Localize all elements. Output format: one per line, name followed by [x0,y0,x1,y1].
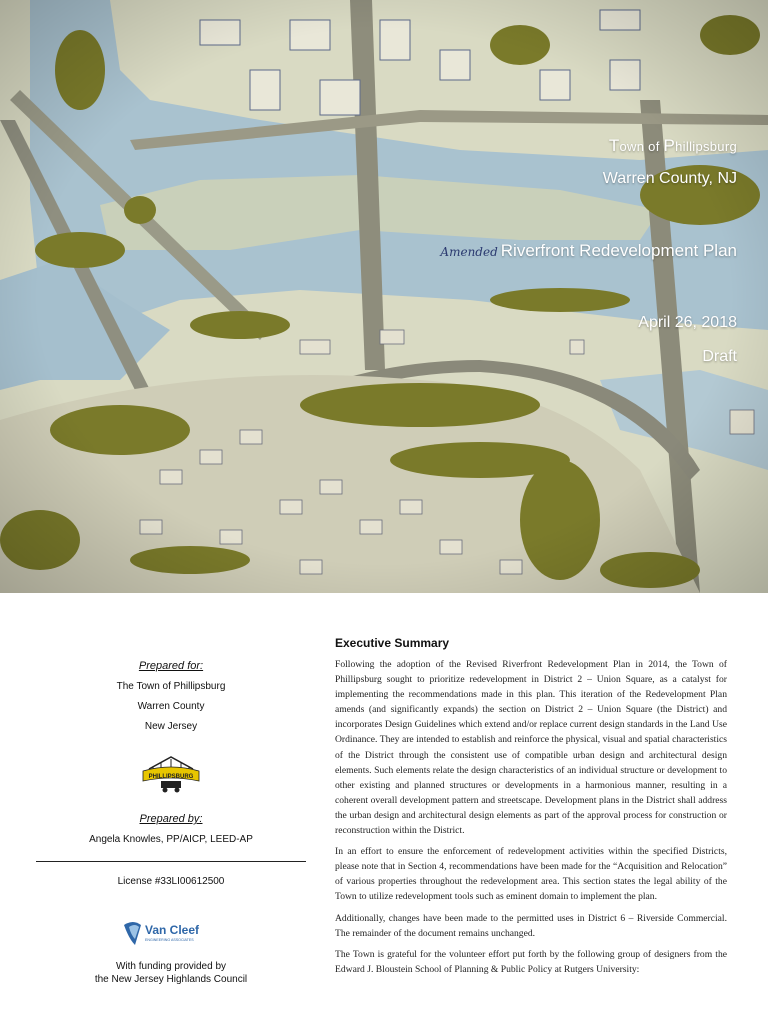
firm-logo [121,919,221,949]
prepared-by-label: Prepared by: [139,813,203,825]
town-word: own of [619,139,664,154]
client-line-1: The Town of Phillipsburg [116,681,226,692]
town-logo-text: PHILLIPSBURG [148,774,194,780]
town-initial-2: P [663,136,676,155]
license-number: License #33LI00612500 [117,876,225,887]
executive-summary [335,636,727,983]
prepared-for-label: Prepared for: [138,660,204,672]
funding-line-1: With funding provided by [115,961,227,972]
town-initial: T [608,136,620,155]
cover-county: Warren County, NJ [602,170,737,187]
town-seal-icon [139,751,203,795]
plan-title-text: Riverfront Redevelopment Plan [500,241,737,260]
author-name: Angela Knowles, PP/AICP, LEED-AP [89,834,253,845]
cover-status: Draft [702,348,737,365]
van-cleef-logo-icon [121,919,221,949]
summary-paragraph-3: Additionally, changes have been made to the permitted uses in District 6 – Riverside Commercial. The remainder of the document remains unchanged. [335,912,727,939]
client-line-3: New Jersey [144,721,198,732]
town-logo [139,751,203,795]
amended-handwriting: Amended [440,245,498,259]
summary-paragraph-4: The Town is grateful for the volunteer effort put forth by the following group of designers from the Edward J. Bloustein School of Planning & Public Policy at Rutgers University: [335,948,727,975]
summary-paragraph-2: In an effort to ensure the enforcement of redevelopment activities within the specified Districts, please note that in Section 4, recommendations have been made for the “Acquisition and Relocation” of various properties throughout the redevelopment area. This section states the legal ability of the Town to utilize redevelopment tools such as eminent domain to implement the plan. [335,846,727,903]
firm-sub-text: ENGINEERING ASSOCIATES [145,938,194,942]
summary-paragraph-1: Following the adoption of the Revised Riverfront Redevelopment Plan in 2014, the Town of Phillipsburg sought to prioritize redevelopment in District 2 – Union Square, as a catalyst for implementing the recommendations made in this plan. This iteration of the Redevelopment Plan amends (and significantly expands) the section on District 2 – Union Square (the District) and incorporates Design Guidelines which extend and/or replace current design standards in the Land Use Ordinance. They are intended to establish and reinforce the physical, visual and spatial characteristics of the District through the consistent use of compatible urban design and architectural design elements. Such elements relate the design characteristics of an individual structure or development to other existing and planned structures or developments in a harmonious manner, resulting in a coherent overall development pattern and streetscape. Development plans in the District shall address the urban design and architectural design elements as part of the approval process for construction or reconstruction within the District. [335,659,727,837]
cover-plan-title [440,241,737,261]
cover-town-name [609,136,737,156]
town-word-2: hillipsburg [675,139,737,154]
executive-summary-heading: Executive Summary [335,636,450,650]
signature-line [36,861,306,862]
credits-column [36,600,306,985]
funding-line-2: the New Jersey Highlands Council [94,974,248,985]
firm-name-text: Van Cleef [145,923,200,937]
client-line-2: Warren County [137,701,205,712]
cover-date: April 26, 2018 [638,314,737,331]
